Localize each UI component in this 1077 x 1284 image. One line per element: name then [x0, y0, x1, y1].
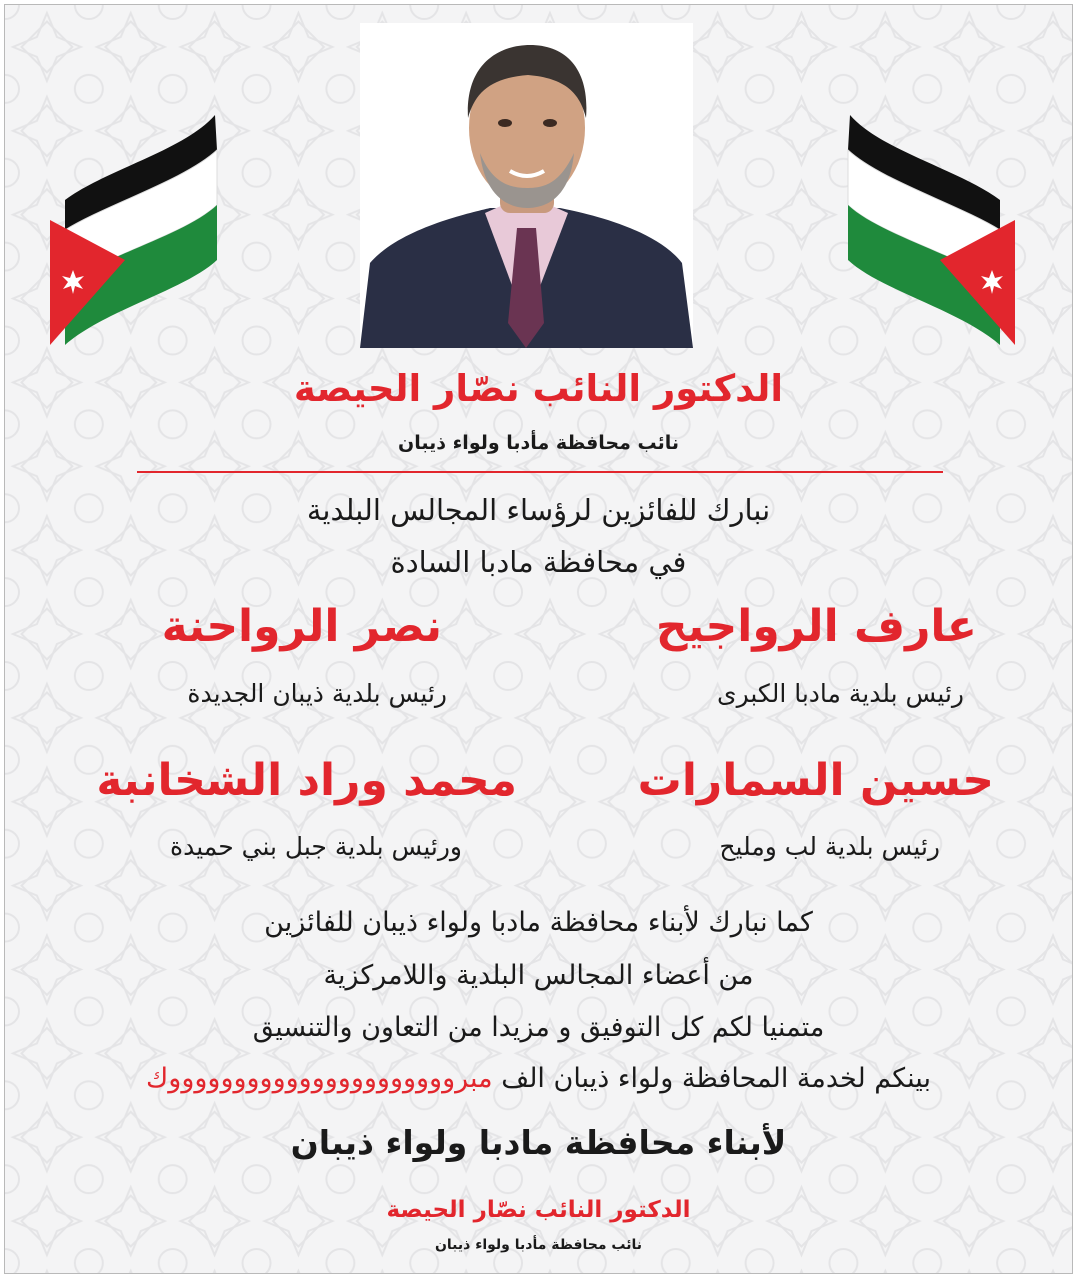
- footer-subtitle: نائب محافظة مأدبا ولواء ذيبان: [434, 1237, 643, 1253]
- winner-role: رئيس بلدية لب ومليح: [719, 832, 940, 861]
- message-text: بينكم لخدمة المحافظة ولواء ذيبان الف: [492, 1063, 931, 1094]
- congrats-highlight: مبرووووووووووووووووووووووك: [146, 1063, 493, 1094]
- winner-name: حسين السمارات: [637, 755, 994, 806]
- intro-line: في محافظة مادبا السادة: [390, 545, 687, 579]
- message-line: متمنيا لكم كل التوفيق و مزيدا من التعاون والتنسيق: [252, 1012, 825, 1043]
- jordan-flag-icon: [45, 110, 220, 350]
- jordan-flag-icon: [845, 110, 1020, 350]
- intro-line: نبارك للفائزين لرؤساء المجالس البلدية: [306, 493, 771, 527]
- winner-name: محمد وراد الشخانبة: [96, 755, 517, 806]
- winner-role: رئيس بلدية مادبا الكبرى: [717, 679, 964, 708]
- message-line: من أعضاء المجالس البلدية واللامركزية: [323, 960, 754, 991]
- winner-name: نصر الرواحنة: [161, 601, 442, 652]
- message-line: [5, 1063, 1072, 1094]
- message-line: كما نبارك لأبناء محافظة مادبا ولواء ذيبان للفائزين: [264, 907, 813, 938]
- footer-signature: الدكتور النائب نصّار الحيصة: [386, 1197, 691, 1223]
- poster: [4, 4, 1073, 1274]
- portrait-photo: [360, 23, 693, 348]
- winner-role: ورئيس بلدية جبل بني حميدة: [170, 832, 462, 861]
- page-title: الدكتور النائب نصّار الحيصة: [293, 367, 784, 410]
- winner-role: رئيس بلدية ذيبان الجديدة: [187, 679, 447, 708]
- winner-name: عارف الرواجيح: [655, 601, 977, 652]
- divider: [137, 471, 943, 473]
- page-subtitle: نائب محافظة مأدبا ولواء ذيبان: [397, 432, 680, 454]
- closing-line: لأبناء محافظة مادبا ولواء ذيبان: [290, 1123, 787, 1162]
